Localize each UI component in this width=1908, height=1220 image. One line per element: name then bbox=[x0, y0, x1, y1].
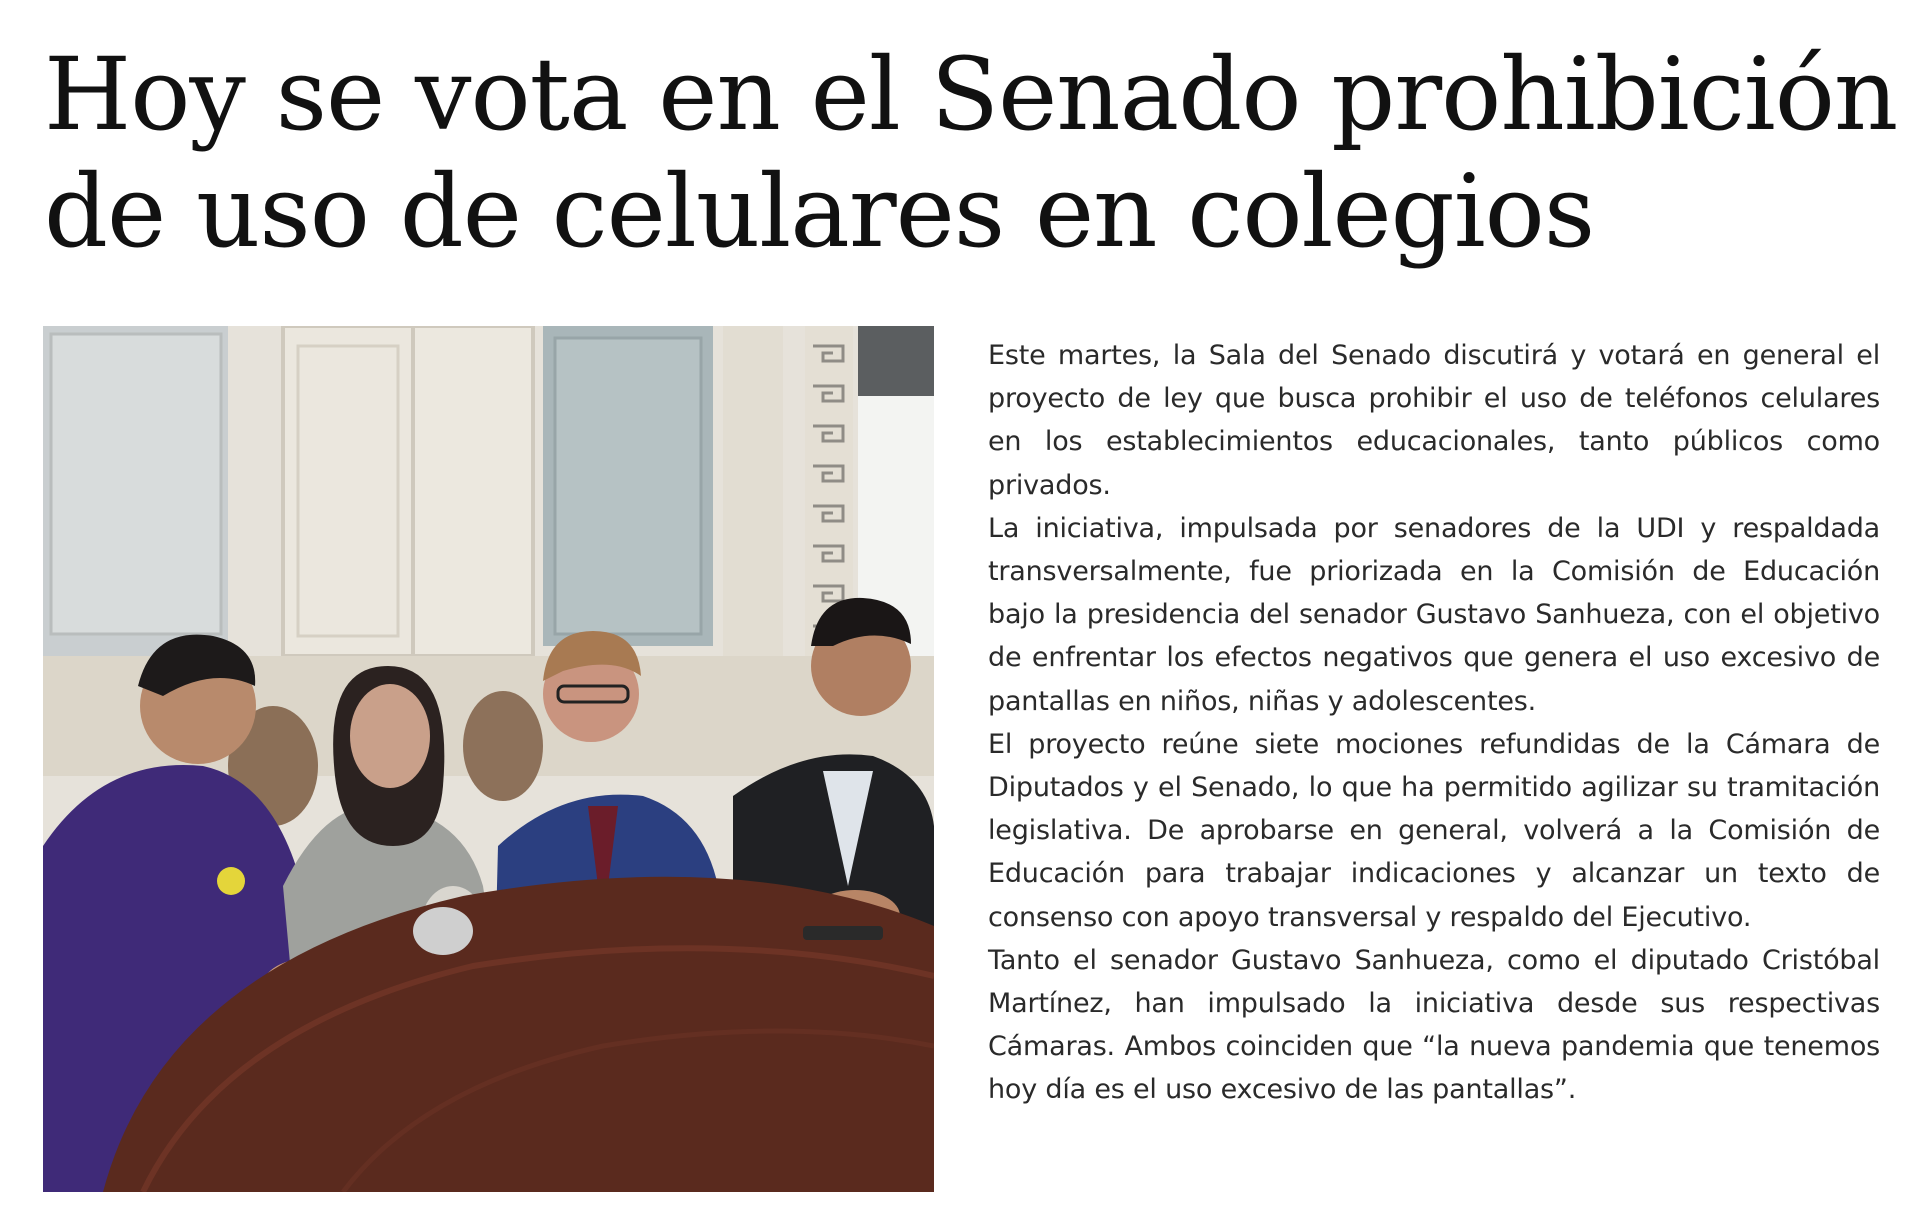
article-body bbox=[988, 334, 1880, 1112]
article-photo bbox=[43, 326, 934, 1192]
headline bbox=[44, 36, 1898, 270]
paragraph-3: El proyecto reúne siete mociones refundidas de la Cámara de Diputados y el Senado, lo que ha permitido agilizar su tramitación legislativa. De aprobarse en general, volverá a la Comisión de Educación para trabajar indicaciones y alcanzar un texto de consenso con apoyo transversal y respaldo del Ejecutivo. bbox=[988, 728, 1880, 933]
paragraph-1: Este martes, la Sala del Senado discutirá y votará en general el proyecto de ley que busca prohibir el uso de teléfonos celulares en los establecimientos educacionales, tanto públicos como privados. bbox=[988, 340, 1880, 501]
paragraph-2: La iniciativa, impulsada por senadores de la UDI y respaldada transversalmente, fue priorizada en la Comisión de Educación bajo la presidencia del senador Gustavo Sanhueza, con el objetivo de enfrentar los efectos negativos que genera el uso excesivo de pantallas en niños, niñas y adolescentes. bbox=[988, 512, 1880, 717]
photo-illustration bbox=[43, 326, 934, 1192]
paragraph-4: Tanto el senador Gustavo Sanhueza, como el diputado Cristóbal Martínez, han impulsado la iniciativa desde sus respectivas Cámaras. Ambos coinciden que “la nueva pandemia que tenemos hoy día es el uso excesivo de las pantallas”. bbox=[988, 944, 1880, 1106]
headline-line-2: de uso de celulares en colegios bbox=[44, 153, 1595, 270]
headline-line-1: Hoy se vota en el Senado prohibición bbox=[44, 36, 1898, 153]
